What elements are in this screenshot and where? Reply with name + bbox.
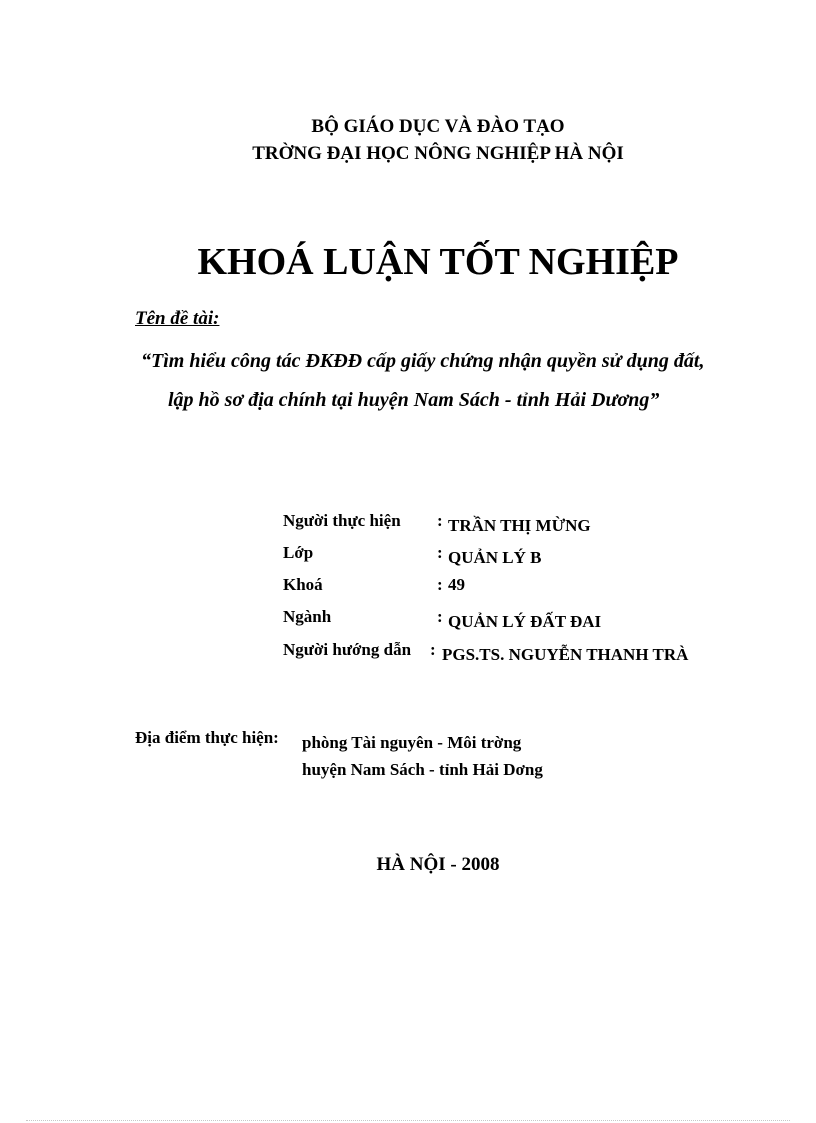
info-label-supervisor: Người hướng dẫn xyxy=(283,640,412,659)
info-value-class: QUẢN LÝ B xyxy=(448,548,542,567)
topic-line-1: “Tìm hiểu công tác ĐKĐĐ cấp giấy chứng nhận quyền sử dụng đất, xyxy=(141,350,705,372)
info-value-supervisor: PGS.TS. NGUYỄN THANH TRÀ xyxy=(442,645,689,664)
info-colon: : xyxy=(437,543,443,562)
topic-label: Tên đề tài: xyxy=(135,308,220,329)
info-colon: : xyxy=(437,575,443,594)
info-label-student: Người thực hiện xyxy=(283,511,401,530)
info-value-student: TRẦN THỊ MỪNG xyxy=(448,516,591,535)
info-label-class: Lớp xyxy=(283,543,314,562)
document-title: KHOÁ LUẬN TỐT NGHIỆP xyxy=(197,241,679,283)
info-label-major: Ngành xyxy=(283,607,332,626)
location-line-2: huyện Nam Sách - tỉnh Hải Dơng xyxy=(302,760,543,779)
place-and-year: HÀ NỘI - 2008 xyxy=(376,854,500,875)
info-colon: : xyxy=(437,607,443,626)
university-name: TRỜNG ĐẠI HỌC NÔNG NGHIỆP HÀ NỘI xyxy=(252,143,624,164)
info-value-course: 49 xyxy=(448,575,465,594)
info-label-course: Khoá xyxy=(283,575,323,594)
location-label: Địa điểm thực hiện: xyxy=(135,728,279,747)
info-value-major: QUẢN LÝ ĐẤT ĐAI xyxy=(448,612,602,631)
location-line-1: phòng Tài nguyên - Môi trờng xyxy=(302,733,522,752)
ministry-name: BỘ GIÁO DỤC VÀ ĐÀO TẠO xyxy=(311,116,565,137)
page-bottom-divider xyxy=(26,1120,790,1121)
topic-line-2: lập hồ sơ địa chính tại huyện Nam Sách - tỉnh Hải Dương” xyxy=(168,389,660,411)
info-colon: : xyxy=(437,511,443,530)
info-colon: : xyxy=(430,640,436,659)
